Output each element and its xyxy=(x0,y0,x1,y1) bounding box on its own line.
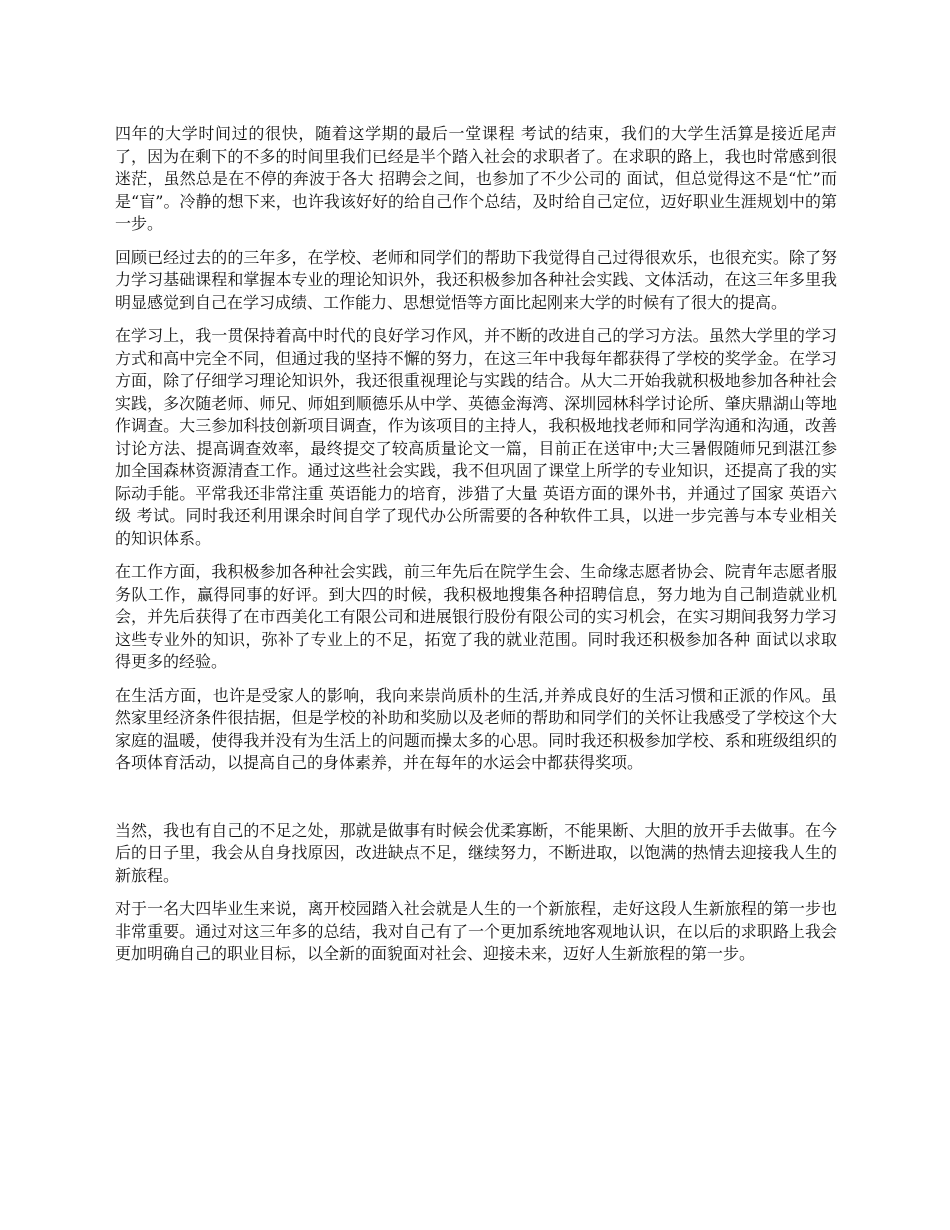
paragraph-spacer xyxy=(115,786,837,820)
paragraph-work: 在工作方面，我积极参加各种社会实践，前三年先后在院学生会、生命缘志愿者协会、院青年志愿者服务队工作，赢得同事的好评。到大四的时候，我积极地搜集各种招聘信息，努力地为自己制造就业机会，并先后获得了在市西美化工有限公司和进展银行股份有限公司的实习机会，在实习期间我努力学习这些专业外的知识，弥补了专业上的不足，拓宽了我的就业范围。同时我还积极参加各种 面试以求取得更多的经验。 xyxy=(115,562,837,671)
paragraph-life: 在生活方面，也许是受家人的影响，我向来崇尚质朴的生活,并养成良好的生活习惯和正派的作风。虽然家里经济条件很拮据，但是学校的补助和奖励以及老师的帮助和同学们的关怀让我感受了学校这个大家庭的温暖，使得我并没有为生活上的问题而操太多的心思。同时我还积极参加学校、系和班级组织的各项体育活动，以提高自己的身体素养，并在每年的水运会中都获得奖项。 xyxy=(115,685,837,772)
paragraph-conclusion: 对于一名大四毕业生来说，离开校园踏入社会就是人生的一个新旅程，走好这段人生新旅程的第一步也非常重要。通过对这三年多的总结，我对自己有了一个更加系统地客观地认识，在以后的求职路上我会更加明确自己的职业目标，以全新的面貌面对社会、迎接未来，迈好人生新旅程的第一步。 xyxy=(115,899,837,963)
document-body xyxy=(115,123,837,977)
paragraph-intro: 四年的大学时间过的很快，随着这学期的最后一堂课程 考试的结束，我们的大学生活算是接近尾声了，因为在剩下的不多的时间里我们已经是半个踏入社会的求职者了。在求职的路上，我也时常感到很迷茫，虽然总是在不停的奔波于各大 招聘会之间，也参加了不少公司的 面试，但总觉得这不是“忙”而是“盲”。冷静的想下来，也许我该好好的给自己作个总结，及时给自己定位，迈好职业生涯规划中的第一步。 xyxy=(115,124,837,233)
paragraph-review: 回顾已经过去的的三年多，在学校、老师和同学们的帮助下我觉得自己过得很欢乐，也很充实。除了努力学习基础课程和掌握本专业的理论知识外，我还积极参加各种社会实践、文体活动，在这三年多里我明显感觉到自己在学习成绩、工作能力、思想觉悟等方面比起刚来大学的时候有了很大的提高。 xyxy=(115,247,837,312)
paragraph-study: 在学习上，我一贯保持着高中时代的良好学习作风，并不断的改进自己的学习方法。虽然大学里的学习方式和高中完全不同，但通过我的坚持不懈的努力，在这三年中我每年都获得了学校的奖学金。在学习方面，除了仔细学习理论知识外，我还很重视理论与实践的结合。从大二开始我就积极地参加各种社会实践，多次随老师、师兄、师姐到顺德乐从中学、英德金海湾、深圳园林科学讨论所、肇庆鼎湖山等地作调查。大三参加科技创新项目调查，作为该项目的主持人，我积极地找老师和同学沟通和沟通，改善讨论方法、提高调查效率，最终提交了较高质量论文一篇，目前正在送审中;大三暑假随师兄到湛江参加全国森林资源清查工作。通过这些社会实践，我不但巩固了课堂上所学的专业知识，还提高了我的实际动手能。平常我还非常注重 英语能力的培育，涉猎了大量 英语方面的课外书，并通过了国家 英语六级 考试。同时我还利用课余时间自学了现代办公所需要的各种软件工具，以进一步完善与本专业相关的知识体系。 xyxy=(115,326,837,548)
paragraph-shortcomings: 当然，我也有自己的不足之处，那就是做事有时候会优柔寡断，不能果断、大胆的放开手去做事。在今后的日子里，我会从自身找原因，改进缺点不足，继续努力，不断进取，以饱满的热情去迎接我人生的新旅程。 xyxy=(115,820,837,885)
